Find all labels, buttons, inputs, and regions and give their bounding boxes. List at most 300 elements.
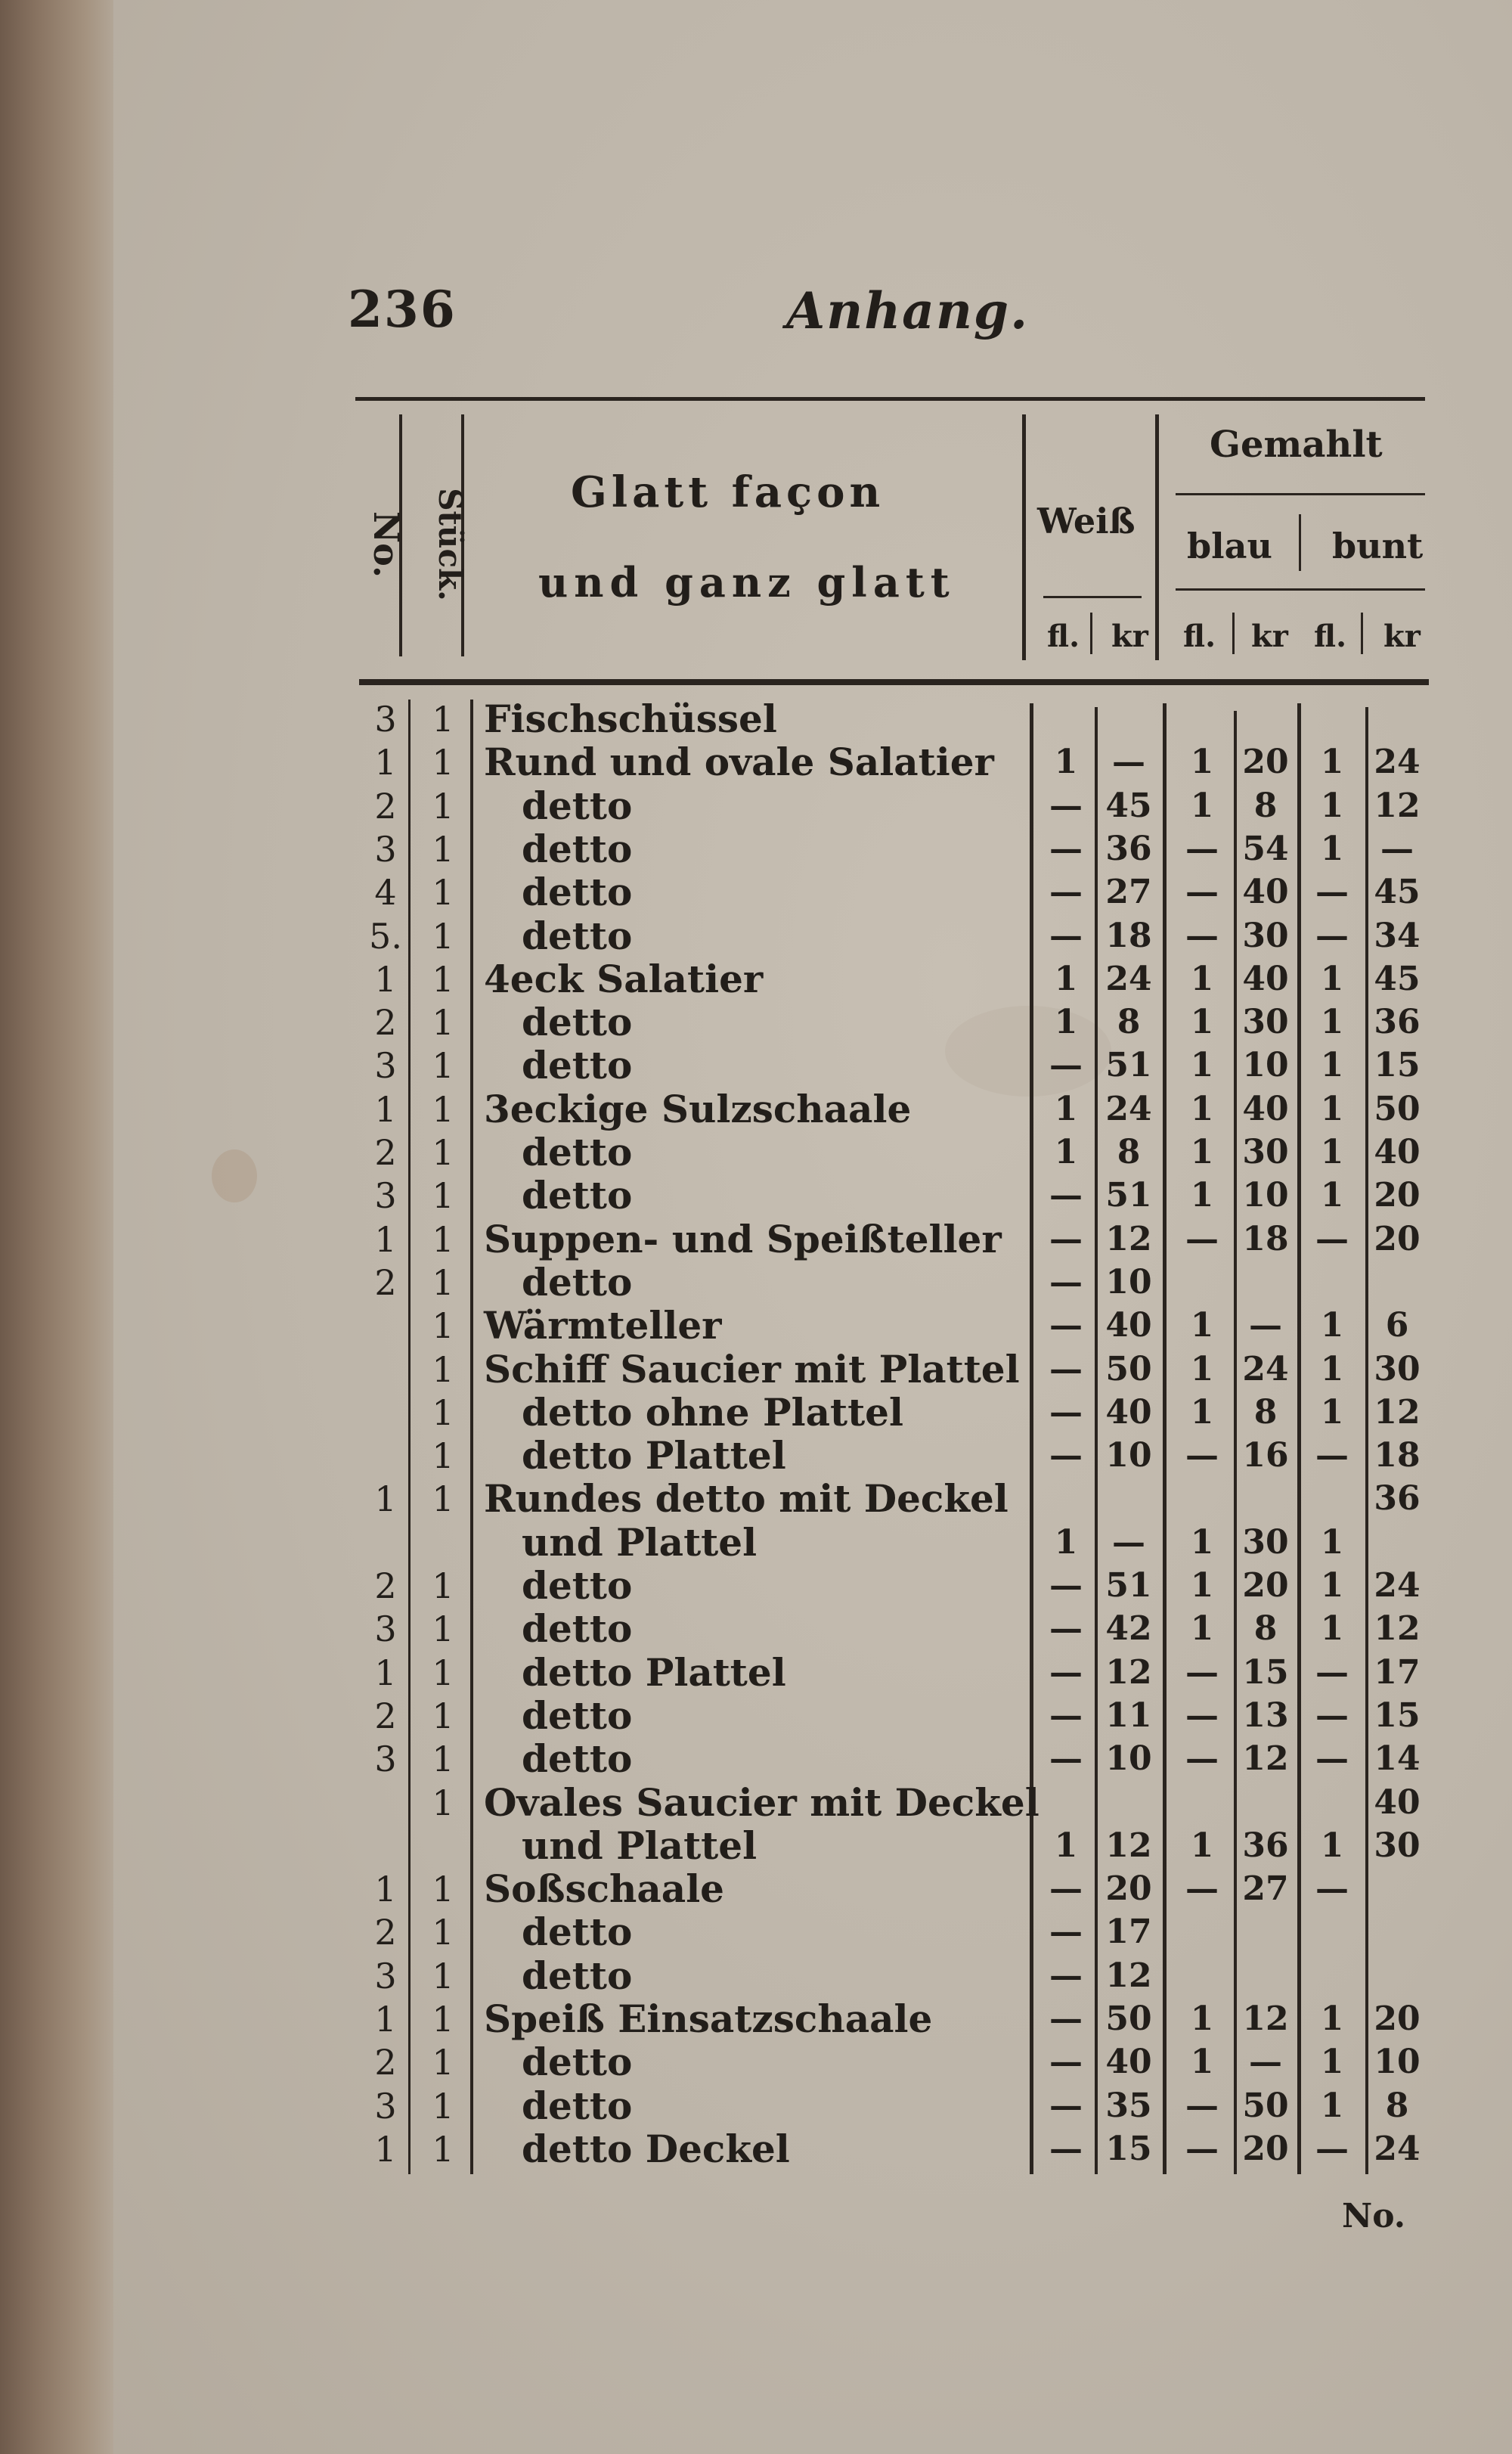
row-number: 3 [374,1609,397,1649]
weiss-kr-value: 36 [1105,830,1152,868]
row-stueck: 1 [432,1739,454,1779]
table-row [0,1304,1512,1348]
bunt-fl-value: — [1315,873,1349,911]
blau-kr-value: 18 [1242,1220,1289,1258]
bunt-kr-value: 6 [1385,1306,1409,1345]
bunt-kr-value: 50 [1374,1090,1421,1128]
weiss-fl-value: 1 [1054,1003,1078,1041]
table-row [0,1521,1512,1565]
table-row [0,1218,1512,1261]
blau-fl-value: — [1185,1696,1219,1735]
weiss-kr-value: 10 [1105,1263,1152,1301]
row-stueck: 1 [432,1045,454,1086]
bunt-kr-value: 30 [1374,1826,1421,1865]
table-row [0,1910,1512,1954]
row-description: detto [522,1260,633,1305]
bunt-kr-value: 45 [1374,873,1421,911]
bunt-kr-value: 12 [1374,1393,1421,1432]
blau-kr-value: 24 [1242,1350,1289,1388]
weiss-fl-value: — [1049,786,1083,825]
header-stueck: Stück. [432,488,469,601]
blau-kr-value: 20 [1242,1566,1289,1605]
row-description: Rundes detto mit Deckel [484,1476,1009,1521]
bunt-fl-value: 1 [1320,1566,1344,1605]
row-stueck: 1 [432,1435,454,1476]
row-description: detto [522,1130,633,1174]
weiss-kr-value: 20 [1105,1869,1152,1908]
table-row [0,870,1512,914]
weiss-fl-value: — [1049,1869,1083,1908]
row-description: Fischschüssel [484,696,777,741]
table-row [0,827,1512,871]
row-stueck: 1 [432,1782,454,1823]
header-bunt: bunt [1332,526,1424,566]
table-row [0,1564,1512,1608]
blau-fl-value: 1 [1190,1133,1214,1171]
table-row [0,1131,1512,1174]
bunt-fl-value: 1 [1320,1046,1344,1084]
row-description: detto [522,870,633,914]
weiss-fl-value: — [1049,1436,1083,1475]
row-description: Ovales Saucier mit Deckel [484,1780,1040,1825]
table-row [0,1174,1512,1218]
row-number: 1 [374,1869,397,1910]
blau-fl-value: — [1185,873,1219,911]
row-description: detto [522,1173,633,1218]
row-stueck: 1 [432,2129,454,2170]
header-blau: blau [1187,526,1272,566]
row-stueck: 1 [432,1652,454,1693]
weiss-fl-value: — [1049,2130,1083,2168]
weiss-kr-value: 24 [1105,1090,1152,1128]
bunt-fl-value: 1 [1320,2086,1344,2125]
row-number: 5. [369,916,402,957]
weiss-kr-value: 18 [1105,917,1152,955]
table-row [0,914,1512,958]
table-row [0,1044,1512,1087]
weiss-fl-value: — [1049,1263,1083,1301]
blau-kr-value: 40 [1242,960,1289,998]
row-stueck: 1 [432,829,454,870]
weiss-fl-value: — [1049,1696,1083,1735]
catchword: No. [1342,2197,1406,2235]
row-description: detto [522,1000,633,1044]
table-row [0,1477,1512,1521]
row-number: 3 [374,1739,397,1779]
weiss-kr-value: 51 [1105,1176,1152,1215]
page-number: 236 [348,280,457,339]
row-stueck: 1 [432,1349,454,1390]
bunt-kr-value: 36 [1374,1479,1421,1518]
bunt-kr-value: 8 [1385,2086,1409,2125]
blau-fl-value: — [1185,2086,1219,2125]
row-number: 2 [374,1695,397,1736]
weiss-kr-value: 12 [1105,1826,1152,1865]
table-row [0,1997,1512,2041]
bunt-fl-value: — [1315,1739,1349,1778]
bunt-kr-value: 12 [1374,1609,1421,1648]
blau-kr-value: 8 [1253,1393,1278,1432]
bunt-fl-value: 1 [1320,1999,1344,2038]
blau-fl-value: 1 [1190,1999,1214,2038]
weiss-kr-value: 40 [1105,1393,1152,1432]
weiss-fl-value: — [1049,1956,1083,1995]
row-number: 2 [374,1132,397,1173]
header-weiss: Weiß [1037,501,1136,541]
weiss-kr-value: 35 [1105,2086,1152,2125]
weiss-kr-value: — [1112,743,1145,781]
row-number: 3 [374,1045,397,1086]
row-number: 3 [374,2086,397,2127]
weiss-kr-value: 8 [1117,1003,1141,1041]
bunt-kr-value: 40 [1374,1133,1421,1171]
bunt-fl-value: 1 [1320,1523,1344,1562]
blau-fl-value: 1 [1190,1393,1214,1432]
header-title-line1: Glatt façon [571,467,885,517]
blau-kr-value: 30 [1242,1003,1289,1041]
weiss-kr-value: 8 [1117,1133,1141,1171]
bunt-fl-value: 1 [1320,1609,1344,1648]
row-number: 2 [374,1262,397,1303]
row-number: 1 [374,2129,397,2170]
weiss-kr-value: 40 [1105,2043,1152,2081]
table-row [0,1261,1512,1305]
row-description: detto [522,1043,633,1087]
blau-kr-value: 20 [1242,2130,1289,2168]
blau-kr-value: 20 [1242,743,1289,781]
row-stueck: 1 [432,959,454,1000]
header-weiss-fl: fl. [1047,619,1080,654]
blau-kr-value: 12 [1242,1739,1289,1778]
weiss-fl-value: — [1049,2086,1083,2125]
row-stueck: 1 [432,2042,454,2083]
weiss-fl-value: — [1049,2043,1083,2081]
bunt-kr-value: 24 [1374,2130,1421,2168]
blau-kr-value: 54 [1242,830,1289,868]
blau-kr-value: 30 [1242,1523,1289,1562]
weiss-fl-value: — [1049,1393,1083,1432]
row-stueck: 1 [432,1999,454,2040]
row-description: detto [522,1910,633,1954]
table-row [0,957,1512,1001]
row-description: detto [522,2040,633,2084]
row-number: 1 [374,1219,397,1260]
bunt-kr-value: 12 [1374,786,1421,825]
blau-fl-value: — [1185,917,1219,955]
header-gemahlt: Gemahlt [1210,423,1383,466]
table-row [0,2127,1512,2171]
row-description: 3eckige Sulzschaale [484,1087,912,1131]
blau-fl-value: 1 [1190,1306,1214,1345]
bunt-kr-value: 17 [1374,1653,1421,1692]
row-description: detto Plattel [522,1433,786,1478]
bunt-fl-value: — [1315,2130,1349,2168]
row-number: 3 [374,1175,397,1216]
blau-fl-value: — [1185,1653,1219,1692]
table-row [0,2084,1512,2128]
table-row [0,1694,1512,1738]
blau-kr-value: 13 [1242,1696,1289,1735]
bunt-kr-value: 10 [1374,2043,1421,2081]
weiss-fl-value: — [1049,1999,1083,2038]
weiss-fl-value: — [1049,873,1083,911]
row-stueck: 1 [432,1392,454,1433]
weiss-fl-value: 1 [1054,1090,1078,1128]
weiss-kr-value: — [1112,1523,1145,1562]
blau-fl-value: — [1185,2130,1219,2168]
bunt-fl-value: 1 [1320,1306,1344,1345]
blau-kr-value: 10 [1242,1046,1289,1084]
bunt-kr-value: 36 [1374,1003,1421,1041]
bunt-fl-value: 1 [1320,786,1344,825]
weiss-kr-value: 40 [1105,1306,1152,1345]
bunt-kr-value: 30 [1374,1350,1421,1388]
blau-kr-value: 36 [1242,1826,1289,1865]
weiss-fl-value: 1 [1054,1826,1078,1865]
header-bunt-fl: fl. [1314,619,1347,654]
row-stueck: 1 [432,1912,454,1953]
row-description: detto [522,783,633,828]
row-stueck: 1 [432,1089,454,1130]
blau-kr-value: — [1249,2043,1282,2081]
bunt-kr-value: 14 [1374,1739,1421,1778]
bunt-fl-value: 1 [1320,960,1344,998]
weiss-kr-value: 12 [1105,1653,1152,1692]
weiss-kr-value: 27 [1105,873,1152,911]
row-description: Rund und ovale Salatier [484,740,994,784]
weiss-fl-value: 1 [1054,1133,1078,1171]
row-number: 1 [374,1478,397,1519]
row-number: 1 [374,742,397,783]
row-description: detto ohne Plattel [522,1390,903,1435]
row-description: 4eck Salatier [484,957,764,1001]
header-weiss-kr: kr [1111,619,1148,654]
table-row [0,1391,1512,1435]
running-head: Anhang. [786,281,1030,340]
blau-fl-value: 1 [1190,2043,1214,2081]
row-number: 2 [374,1565,397,1606]
table-row [0,1001,1512,1044]
row-description: detto [522,1953,633,1998]
blau-kr-value: 50 [1242,2086,1289,2125]
row-description: detto [522,827,633,871]
row-stueck: 1 [432,699,454,740]
weiss-kr-value: 42 [1105,1609,1152,1648]
bunt-fl-value: 1 [1320,830,1344,868]
bunt-fl-value: 1 [1320,1003,1344,1041]
weiss-fl-value: — [1049,917,1083,955]
bunt-kr-value: — [1380,830,1414,868]
row-stueck: 1 [432,1219,454,1260]
bunt-fl-value: 1 [1320,2043,1344,2081]
weiss-fl-value: — [1049,1739,1083,1778]
bunt-fl-value: 1 [1320,1133,1344,1171]
table-row [0,784,1512,828]
row-stueck: 1 [432,1175,454,1216]
weiss-fl-value: — [1049,1176,1083,1215]
row-number: 2 [374,2042,397,2083]
blau-fl-value: 1 [1190,1090,1214,1128]
bunt-fl-value: — [1315,917,1349,955]
row-description: Speiß Einsatzschaale [484,1996,933,2041]
row-stueck: 1 [432,786,454,827]
weiss-kr-value: 45 [1105,786,1152,825]
blau-fl-value: 1 [1190,1046,1214,1084]
bunt-kr-value: 24 [1374,743,1421,781]
row-number: 2 [374,1912,397,1953]
weiss-kr-value: 12 [1105,1956,1152,1995]
blau-fl-value: — [1185,1739,1219,1778]
row-stueck: 1 [432,872,454,913]
weiss-kr-value: 24 [1105,960,1152,998]
table-row [0,1651,1512,1695]
table-row [0,1434,1512,1478]
row-description: detto Deckel [522,2127,790,2171]
row-number: 1 [374,1999,397,2040]
row-stueck: 1 [432,1262,454,1303]
row-stueck: 1 [432,1609,454,1649]
bunt-fl-value: 1 [1320,1090,1344,1128]
blau-fl-value: 1 [1190,1566,1214,1605]
blau-fl-value: — [1185,830,1219,868]
weiss-kr-value: 12 [1105,1220,1152,1258]
row-number: 3 [374,829,397,870]
row-number: 2 [374,786,397,827]
row-description: und Plattel [522,1520,758,1565]
blau-fl-value: 1 [1190,1826,1214,1865]
row-stueck: 1 [432,1132,454,1173]
bunt-kr-value: 24 [1374,1566,1421,1605]
bunt-fl-value: 1 [1320,1393,1344,1432]
row-number: 1 [374,1652,397,1693]
bunt-kr-value: 15 [1374,1696,1421,1735]
row-description: und Plattel [522,1823,758,1868]
weiss-fl-value: 1 [1054,1523,1078,1562]
bunt-fl-value: — [1315,1696,1349,1735]
row-stueck: 1 [432,1478,454,1519]
blau-fl-value: 1 [1190,1350,1214,1388]
bunt-kr-value: 15 [1374,1046,1421,1084]
bunt-kr-value: 20 [1374,1176,1421,1215]
table-row [0,740,1512,784]
weiss-fl-value: — [1049,1220,1083,1258]
bunt-fl-value: — [1315,1436,1349,1475]
row-description: detto Plattel [522,1650,786,1695]
blau-fl-value: — [1185,1869,1219,1908]
row-description: detto [522,2083,633,2128]
bunt-kr-value: 40 [1374,1783,1421,1822]
blau-kr-value: 15 [1242,1653,1289,1692]
row-description: detto [522,914,633,958]
bunt-fl-value: 1 [1320,1350,1344,1388]
row-stueck: 1 [432,1565,454,1606]
table-row [0,697,1512,741]
weiss-fl-value: — [1049,830,1083,868]
blau-fl-value: — [1185,1436,1219,1475]
row-description: detto [522,1736,633,1781]
bunt-kr-value: 20 [1374,1999,1421,2038]
blau-kr-value: 8 [1253,1609,1278,1648]
row-stueck: 1 [432,1869,454,1910]
row-stueck: 1 [432,916,454,957]
blau-fl-value: 1 [1190,786,1214,825]
blau-fl-value: 1 [1190,1523,1214,1562]
row-description: detto [522,1563,633,1608]
blau-kr-value: 27 [1242,1869,1289,1908]
table-row [0,1781,1512,1825]
bunt-kr-value: 34 [1374,917,1421,955]
row-description: Soßschaale [484,1866,724,1911]
weiss-kr-value: 10 [1105,1436,1152,1475]
weiss-kr-value: 51 [1105,1046,1152,1084]
header-title-line2: und ganz glatt [538,558,956,607]
row-number: 3 [374,1956,397,1996]
row-description: Schiff Saucier mit Plattel [484,1347,1020,1391]
header-blau-kr: kr [1251,619,1288,654]
row-stueck: 1 [432,1002,454,1043]
blau-kr-value: — [1249,1306,1282,1345]
row-stueck: 1 [432,2086,454,2127]
row-description: detto [522,1606,633,1651]
weiss-fl-value: 1 [1054,743,1078,781]
blau-kr-value: 30 [1242,917,1289,955]
row-stueck: 1 [432,1956,454,1996]
table-row [0,1087,1512,1131]
weiss-fl-value: — [1049,1306,1083,1345]
row-stueck: 1 [432,1695,454,1736]
weiss-kr-value: 17 [1105,1913,1152,1951]
bunt-fl-value: — [1315,1869,1349,1908]
blau-kr-value: 16 [1242,1436,1289,1475]
row-number: 4 [374,872,397,913]
row-number: 2 [374,1002,397,1043]
weiss-kr-value: 10 [1105,1739,1152,1778]
blau-fl-value: 1 [1190,1003,1214,1041]
table-row [0,1824,1512,1868]
bunt-fl-value: — [1315,1653,1349,1692]
bunt-kr-value: 20 [1374,1220,1421,1258]
blau-fl-value: 1 [1190,1176,1214,1215]
row-description: Wärmteller [484,1303,722,1348]
weiss-kr-value: 50 [1105,1999,1152,2038]
blau-fl-value: 1 [1190,743,1214,781]
table-row [0,1954,1512,1998]
table-row [0,2040,1512,2084]
bunt-fl-value: 1 [1320,1826,1344,1865]
table-row [0,1737,1512,1781]
blau-fl-value: 1 [1190,1609,1214,1648]
bunt-fl-value: — [1315,1220,1349,1258]
weiss-fl-value: — [1049,1609,1083,1648]
table-row [0,1867,1512,1911]
blau-kr-value: 10 [1242,1176,1289,1215]
bunt-kr-value: 45 [1374,960,1421,998]
blau-kr-value: 30 [1242,1133,1289,1171]
row-number: 1 [374,959,397,1000]
weiss-fl-value: — [1049,1653,1083,1692]
weiss-fl-value: — [1049,1566,1083,1605]
weiss-kr-value: 51 [1105,1566,1152,1605]
blau-kr-value: 40 [1242,1090,1289,1128]
blau-fl-value: 1 [1190,960,1214,998]
weiss-fl-value: 1 [1054,960,1078,998]
header-blau-fl: fl. [1183,619,1216,654]
header-bunt-kr: kr [1383,619,1421,654]
weiss-kr-value: 50 [1105,1350,1152,1388]
table-row [0,1607,1512,1651]
weiss-kr-value: 15 [1105,2130,1152,2168]
weiss-kr-value: 11 [1105,1696,1152,1735]
